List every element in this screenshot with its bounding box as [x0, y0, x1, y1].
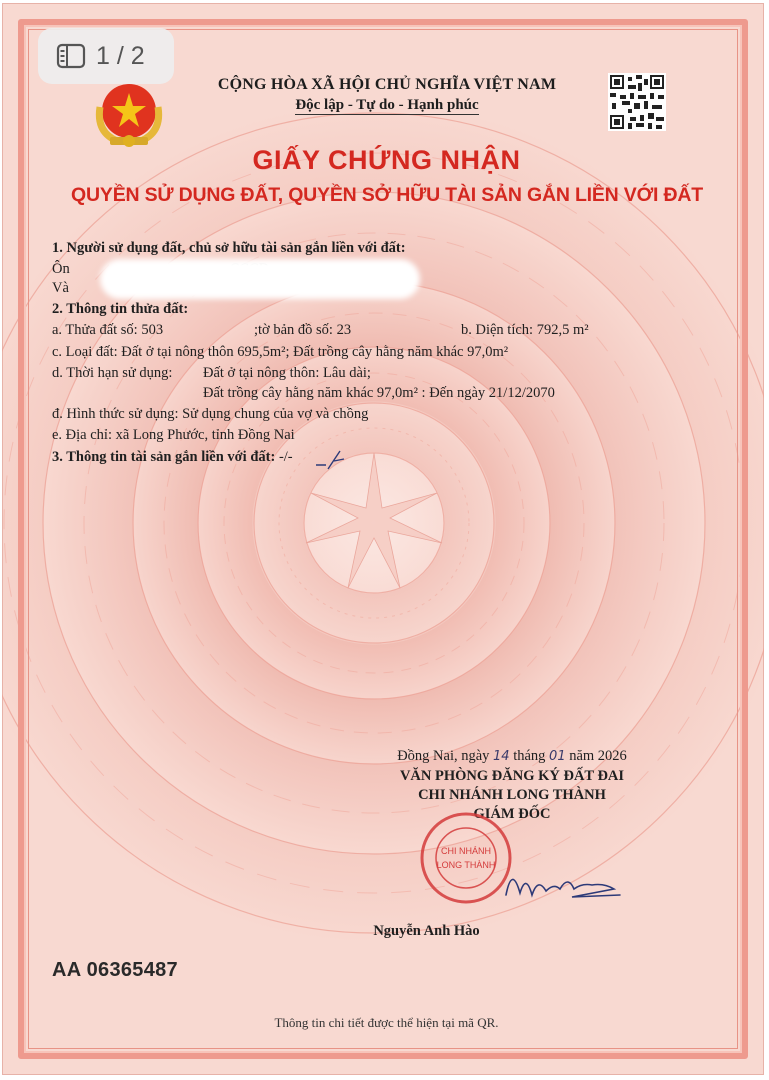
page-indicator[interactable] [38, 28, 174, 84]
handwritten-mark [314, 447, 346, 471]
serial-number: AA 06365487 [52, 959, 178, 981]
certificate-sheet [2, 3, 764, 1075]
map-sheet-number: ;tờ bản đồ số: 23 [254, 322, 352, 338]
signer-name: Nguyễn Anh Hào [373, 923, 480, 939]
official-seal-icon [416, 808, 516, 908]
office-name: VĂN PHÒNG ĐĂNG KÝ ĐẤT ĐAI [399, 768, 625, 784]
owner-line-2: Và [52, 280, 69, 296]
land-type: c. Loại đất: Đất ở tại nông thôn 695,5m²; Đất trồng cây hằng năm khác 97,0m² [52, 344, 509, 360]
section2-heading: 2. Thông tin thửa đất: [52, 301, 189, 317]
redaction-blur [100, 259, 420, 299]
svg-text:LONG THÀNH: LONG THÀNH [436, 860, 496, 870]
land-area: b. Diện tích: 792,5 m² [461, 322, 589, 338]
footer-note: Thông tin chi tiết được thể hiện tại mã QR. [274, 1015, 499, 1030]
qr-code-icon [608, 73, 666, 131]
usage-term-1: Đất ở tại nông thôn: Lâu dài; [203, 365, 371, 381]
issue-date: Đồng Nai, ngày 14 tháng 01 năm 2026 [397, 748, 627, 764]
usage-term-2: Đất trồng cây hằng năm khác 97,0m² : Đến ngày 21/12/2070 [203, 385, 555, 401]
signer-role: GIÁM ĐỐC [473, 806, 551, 822]
national-motto: Độc lập - Tự do - Hạnh phúc [295, 97, 479, 113]
section1-heading: 1. Người sử dụng đất, chủ sở hữu tài sản gắn liền với đất: [52, 240, 406, 256]
certificate-subtitle: QUYỀN SỬ DỤNG ĐẤT, QUYỀN SỞ HỮU TÀI SẢN GẮN LIỀN VỚI ĐẤT [71, 184, 703, 206]
svg-text:CHI NHÁNH: CHI NHÁNH [440, 846, 492, 856]
page-indicator-label: 1 / 2 [96, 41, 145, 70]
section3-heading: 3. Thông tin tài sản gắn liền với đất: -/- [52, 449, 293, 465]
handwritten-signature [502, 855, 622, 915]
land-address: e. Địa chỉ: xã Long Phước, tỉnh Đồng Nai [52, 427, 295, 443]
country-name: CỘNG HÒA XÃ HỘI CHỦ NGHĨA VIỆT NAM [217, 76, 557, 93]
page-thumbnail-icon [56, 43, 86, 69]
branch-name: CHI NHÁNH LONG THÀNH [418, 787, 606, 803]
usage-form: đ. Hình thức sử dụng: Sử dụng chung của vợ và chồng [52, 406, 369, 422]
usage-term-label: d. Thời hạn sử dụng: [52, 365, 173, 381]
decorative-inner-border [28, 29, 738, 1049]
owner-line-1: Ôn [52, 261, 70, 277]
parcel-number: a. Thửa đất số: 503 [52, 322, 164, 338]
certificate-title: GIẤY CHỨNG NHẬN [252, 145, 521, 175]
